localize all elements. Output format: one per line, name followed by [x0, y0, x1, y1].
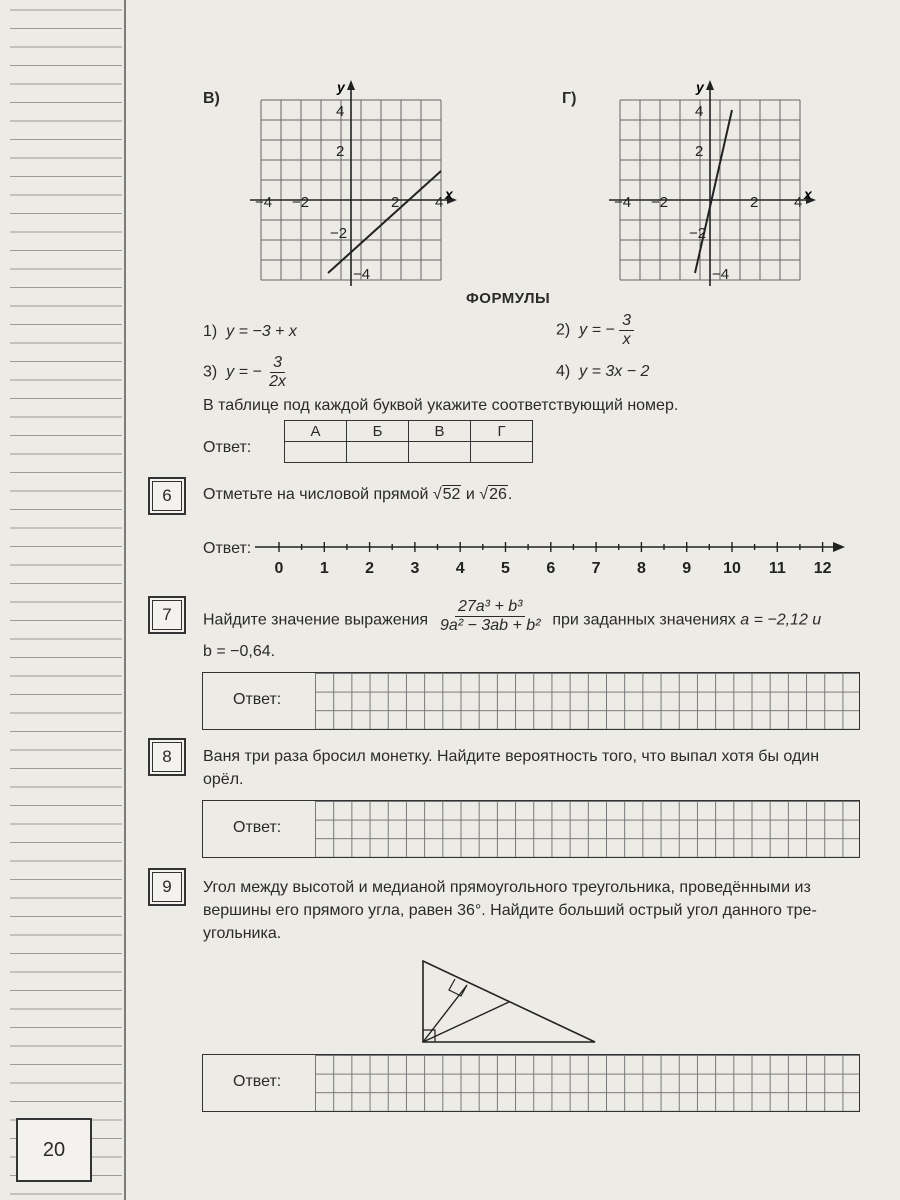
- number-line[interactable]: [255, 535, 855, 580]
- graph-g-tick-x: −4: [614, 194, 632, 211]
- task9-line-2: вершины его прямого угла, равен 36°. Найдите больший острый угол данного тре-: [203, 902, 817, 919]
- task6-answer-label: Ответ:: [203, 540, 252, 557]
- number-line-label: 2: [365, 560, 375, 577]
- graph-v-y-label: y: [337, 80, 345, 95]
- number-line-label: 0: [274, 560, 284, 577]
- table-header-g: Г: [471, 421, 533, 442]
- formula-1: 1) y = −3 + x: [203, 323, 297, 340]
- graph-v-tick-x: −2: [292, 194, 310, 211]
- graph-v-tick-y: 2: [336, 143, 345, 160]
- number-line-label: 10: [723, 560, 741, 577]
- graph-v-tick-y: −2: [330, 225, 348, 242]
- task6-text: Отметьте на числовой прямой √52 и √26.: [203, 486, 513, 503]
- graph-g-tick-y: −4: [712, 266, 730, 283]
- graph-g-line: [695, 110, 732, 273]
- number-line-label: 5: [501, 560, 510, 577]
- task8-answer-box[interactable]: [202, 800, 860, 858]
- number-line-label: 3: [410, 560, 420, 577]
- triangle-figure: [415, 955, 605, 1047]
- formula-3: 3) y = − $\frac{3}{2x}$: [203, 354, 287, 390]
- task-number-6: 6: [148, 477, 186, 515]
- graph-g: [604, 80, 824, 290]
- answer-grid[interactable]: [315, 1055, 859, 1111]
- graph-g-tick-y: 4: [695, 103, 704, 120]
- answer-cell-a[interactable]: [285, 442, 347, 463]
- formulas-title: ФОРМУЛЫ: [466, 290, 551, 307]
- answer-grid[interactable]: [315, 673, 859, 729]
- graph-g-tick-x: 4: [794, 194, 803, 211]
- formula-4: 4) y = 3x − 2: [556, 363, 650, 380]
- graph-v-x-label: x: [445, 186, 453, 202]
- graph-g-tick-x: 2: [750, 194, 759, 211]
- margin-ruled-lines: [0, 0, 128, 1200]
- table-header-v: В: [409, 421, 471, 442]
- number-line-label: 1: [319, 560, 329, 577]
- task7-condition-b: b = −0,64.: [203, 643, 276, 660]
- graph-v-line: [328, 171, 444, 273]
- number-line-label: 12: [813, 560, 832, 577]
- answer-label: Ответ:: [233, 1073, 282, 1090]
- graph-g-x-label: x: [804, 186, 812, 202]
- number-line-label: 8: [636, 560, 646, 577]
- graph-v-tick-x: −4: [255, 194, 273, 211]
- task9-line-1: Угол между высотой и медианой прямоугольного треугольника, проведёнными из: [203, 879, 811, 896]
- number-line-label: 4: [455, 560, 465, 577]
- letters-answer-table: [284, 420, 533, 463]
- number-line-label: 7: [591, 560, 601, 577]
- table-instruction: В таблице под каждой буквой укажите соответствующий номер.: [203, 397, 679, 414]
- task7-answer-box[interactable]: [202, 672, 860, 730]
- graph-letter-g: Г): [562, 90, 577, 107]
- table-header-b: Б: [347, 421, 409, 442]
- graph-g-y-label: y: [696, 80, 704, 95]
- answer-cell-b[interactable]: [347, 442, 409, 463]
- number-line-label: 6: [546, 560, 556, 577]
- answer-label: Ответ:: [233, 691, 282, 708]
- graph-g-tick-y: 2: [695, 143, 704, 160]
- graph-v-tick-y: 4: [336, 103, 345, 120]
- page-number: 20: [16, 1118, 92, 1182]
- graph-letter-v: В): [203, 90, 220, 107]
- task7-text: Найдите значение выражения $\frac{\text{27a³ + b³}}{\text{9a² − 3ab + b²}}$ при заданных значениях a = −2,12 и: [203, 598, 822, 634]
- answer-cell-g[interactable]: [471, 442, 533, 463]
- graph-v-tick-y: −4: [353, 266, 371, 283]
- task9-line-3: угольника.: [203, 925, 282, 942]
- task-number-8: 8: [148, 738, 186, 776]
- number-line-label: 9: [682, 560, 692, 577]
- answer-cell-v[interactable]: [409, 442, 471, 463]
- graph-v-tick-x: 4: [435, 194, 444, 211]
- number-line-label: 11: [768, 560, 786, 577]
- table-header-a: А: [285, 421, 347, 442]
- formula-2: 2) y = − $\frac{3}{x}$: [556, 312, 634, 349]
- answer-label: Ответ:: [233, 819, 282, 836]
- task8-line-1: Ваня три раза бросил монетку. Найдите вероятность того, что выпал хотя бы один: [203, 748, 820, 765]
- task8-line-2: орёл.: [203, 771, 244, 788]
- graph-g-tick-y: −2: [689, 225, 707, 242]
- answer-grid[interactable]: [315, 801, 859, 857]
- task9-answer-box[interactable]: [202, 1054, 860, 1112]
- graph-g-tick-x: −2: [651, 194, 669, 211]
- graph-v: [245, 80, 465, 290]
- task-number-9: 9: [148, 868, 186, 906]
- answer-label: Ответ:: [203, 439, 252, 456]
- task-number-7: 7: [148, 596, 186, 634]
- graph-v-tick-x: 2: [391, 194, 400, 211]
